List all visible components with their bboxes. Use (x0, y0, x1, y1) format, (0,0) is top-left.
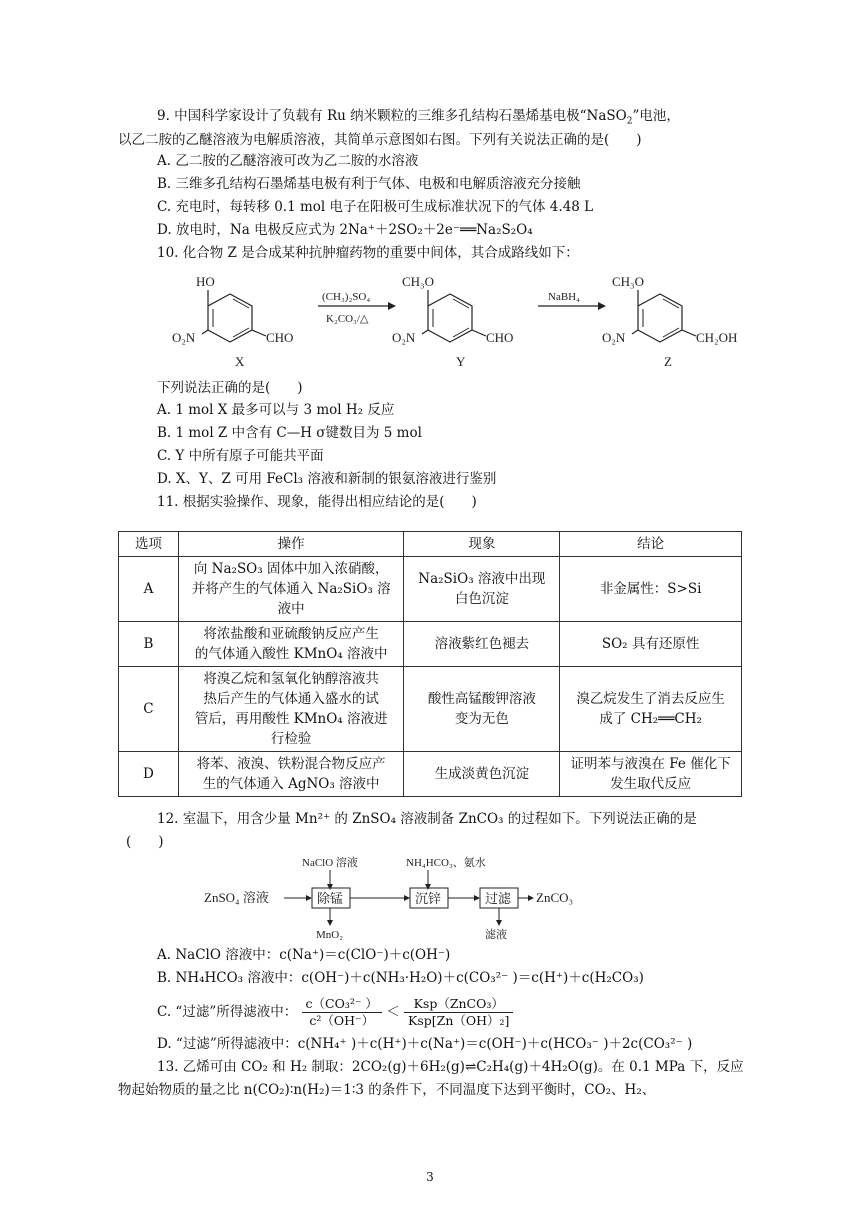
header-option: 选项 (119, 532, 179, 557)
experiment-table (118, 531, 742, 797)
q9-stem-line2: 以乙二胺的乙醚溶液为电解质溶液，其简单示意图如右图。下列有关说法正确的是( ) (118, 132, 642, 148)
q13-line2: 物起始物质的量之比 n(CO₂)∶n(H₂)＝1∶3 的条件下，不同温度下达到平衡时，CO₂、H₂、 (118, 1082, 656, 1098)
arrow2-reagent: NaBH₄ (548, 291, 580, 303)
q12-option-a: A. NaClO 溶液中：c(Na⁺)＝c(ClO⁻)＋c(OH⁻) (157, 947, 451, 963)
q9-option-a: A. 乙二胺的乙醚溶液可改为乙二胺的水溶液 (157, 153, 419, 169)
q10-option-b: B. 1 mol Z 中含有 C—H σ键数目为 5 mol (157, 425, 422, 441)
x-label: X (235, 354, 245, 369)
row-option: C (119, 667, 179, 752)
x-right-group: CHO (266, 330, 294, 345)
q11-stem: 11. 根据实验操作、现象，能得出相应结论的是( ) (157, 494, 477, 510)
q9-option-c: C. 充电时，每转移 0.1 mol 电子在阳极可生成标准状况下的气体 4.48 L (157, 199, 594, 215)
z-label: Z (664, 354, 672, 369)
y-label: Y (456, 354, 466, 369)
header-operation: 操作 (178, 532, 404, 557)
row-operation: 将浓盐酸和亚硫酸钠反应产生 的气体通入酸性 KMnO₄ 溶液中 (178, 622, 404, 667)
q10-prompt: 下列说法正确的是( ) (157, 380, 303, 396)
table-row (119, 752, 742, 797)
row-operation: 将溴乙烷和氢氧化钠醇溶液共 热后产生的气体通入盛水的试 管后，再用酸性 KMnO₄ 溶液进 行检验 (178, 667, 404, 752)
y-top-group: CH₃O (402, 274, 434, 289)
row-option: D (119, 752, 179, 797)
row-conclusion: 证明苯与液溴在 Fe 催化下 发生取代反应 (560, 752, 742, 797)
compound-x (172, 274, 293, 369)
x-left-group: O₂N (172, 330, 196, 345)
row-operation: 将苯、液溴、铁粉混合物反应产 生的气体通入 AgNO₃ 溶液中 (178, 752, 404, 797)
row-phenomenon: Na₂SiO₃ 溶液中出现 白色沉淀 (404, 557, 560, 622)
compound-y (392, 274, 513, 369)
flow-output-3: 滤液 (485, 929, 507, 941)
row-operation: 向 Na₂SO₃ 固体中加入浓硝酸， 并将产生的气体通入 Na₂SiO₃ 溶 液中 (178, 557, 404, 622)
flow-output-1: MnO₂ (316, 929, 344, 941)
header-phenomenon: 现象 (404, 532, 560, 557)
q12-stem-line1: 12. 室温下，用含少量 Mn²⁺ 的 ZnSO₄ 溶液制备 ZnCO₃ 的过程如下。下列说法正确的是 (157, 811, 697, 827)
table-header-row (119, 532, 742, 557)
q9-option-d: D. 放电时，Na 电极反应式为 2Na⁺＋2SO₂＋2e⁻══Na₂S₂O₄ (157, 222, 533, 238)
row-conclusion: 非金属性：S>Si (560, 557, 742, 622)
q12-option-c: C. “过滤”所得滤液中： $\frac{\text{c（CO₃²⁻ ）}}{\text{c²（OH⁻）}}$ ＜ $\frac{\text{Ksp（ZnCO₃）}}{\text{Ksp[Zn（OH）₂]}}$ (157, 993, 513, 1031)
flow-box-1-label: 除锰 (317, 891, 344, 906)
z-left-group: O₂N (602, 330, 626, 345)
q12-option-d: D. “过滤”所得滤液中：c(NH₄⁺ )＋c(H⁺)＋c(Na⁺)＝c(OH⁻)＋c(HCO₃⁻ )＋2c(CO₃²⁻ ) (157, 1036, 693, 1052)
row-conclusion: 溴乙烷发生了消去反应生 成了 CH₂══CH₂ (560, 667, 742, 752)
process-flow (200, 850, 620, 940)
y-right-group: CHO (486, 330, 514, 345)
row-conclusion: SO₂ 具有还原性 (560, 622, 742, 667)
flow-start: ZnSO₄ 溶液 (204, 890, 269, 905)
synthesis-scheme (172, 266, 780, 376)
q12-option-b: B. NH₄HCO₃ 溶液中：c(OH⁻)＋c(NH₃·H₂O)＋c(CO₃²⁻ )＝c(H⁺)＋c(H₂CO₃) (157, 970, 644, 986)
flow-input-1: NaClO 溶液 (302, 857, 358, 869)
z-top-group: CH₃O (612, 274, 644, 289)
arrow-2 (538, 291, 606, 310)
arrow1-reagent: (CH₃)₂SO₄ (322, 291, 371, 303)
y-left-group: O₂N (392, 330, 416, 345)
q13-line1: 13. 乙烯可由 CO₂ 和 H₂ 制取：2CO₂(g)＋6H₂(g)⇌C₂H₄(g)＋4H₂O(g)。在 0.1 MPa 下，反应 (157, 1059, 744, 1075)
arrow-1 (318, 291, 396, 325)
q10-option-c: C. Y 中所有原子可能共平面 (157, 448, 324, 464)
flow-box-3-label: 过滤 (485, 891, 512, 906)
flow-end: ZnCO₃ (536, 890, 574, 905)
z-right-group: CH₂OH (696, 330, 738, 345)
table-row (119, 557, 742, 622)
compound-z (602, 274, 737, 369)
row-option: B (119, 622, 179, 667)
flow-input-2: NH₄HCO₃、氨水 (406, 857, 486, 869)
row-phenomenon: 酸性高锰酸钾溶液 变为无色 (404, 667, 560, 752)
row-phenomenon: 溶液紫红色褪去 (404, 622, 560, 667)
header-conclusion: 结论 (560, 532, 742, 557)
fraction-left: $\frac{\text{c（CO₃²⁻ ）}}{\text{c²（OH⁻）}}$ (302, 996, 382, 1029)
row-option: A (119, 557, 179, 622)
fraction-right: $\frac{\text{Ksp（ZnCO₃）}}{\text{Ksp[Zn（OH）₂]}}$ (404, 996, 513, 1029)
flow-box-2-label: 沉锌 (415, 891, 442, 906)
x-top-group: HO (196, 274, 215, 289)
q10-stem: 10. 化合物 Z 是合成某种抗肿瘤药物的重要中间体，其合成路线如下： (157, 245, 579, 261)
table-row (119, 667, 742, 752)
table-row (119, 622, 742, 667)
q9-option-b: B. 三维多孔结构石墨烯基电极有利于气体、电极和电解质溶液充分接触 (157, 176, 581, 192)
row-phenomenon: 生成淡黄色沉淀 (404, 752, 560, 797)
q10-option-d: D. X、Y、Z 可用 FeCl₃ 溶液和新制的银氨溶液进行鉴别 (157, 471, 497, 487)
page-number: 3 (426, 1170, 434, 1184)
q10-option-a: A. 1 mol X 最多可以与 3 mol H₂ 反应 (157, 402, 395, 418)
q9-stem-line1: 9. 中国科学家设计了负载有 Ru 纳米颗粒的三维多孔结构石墨烯基电极“NaSO$_2$”电池， (157, 108, 680, 127)
q12-stem-line2: ( ) (126, 834, 164, 850)
arrow1-condition: K₂CO₃/△ (326, 313, 369, 325)
